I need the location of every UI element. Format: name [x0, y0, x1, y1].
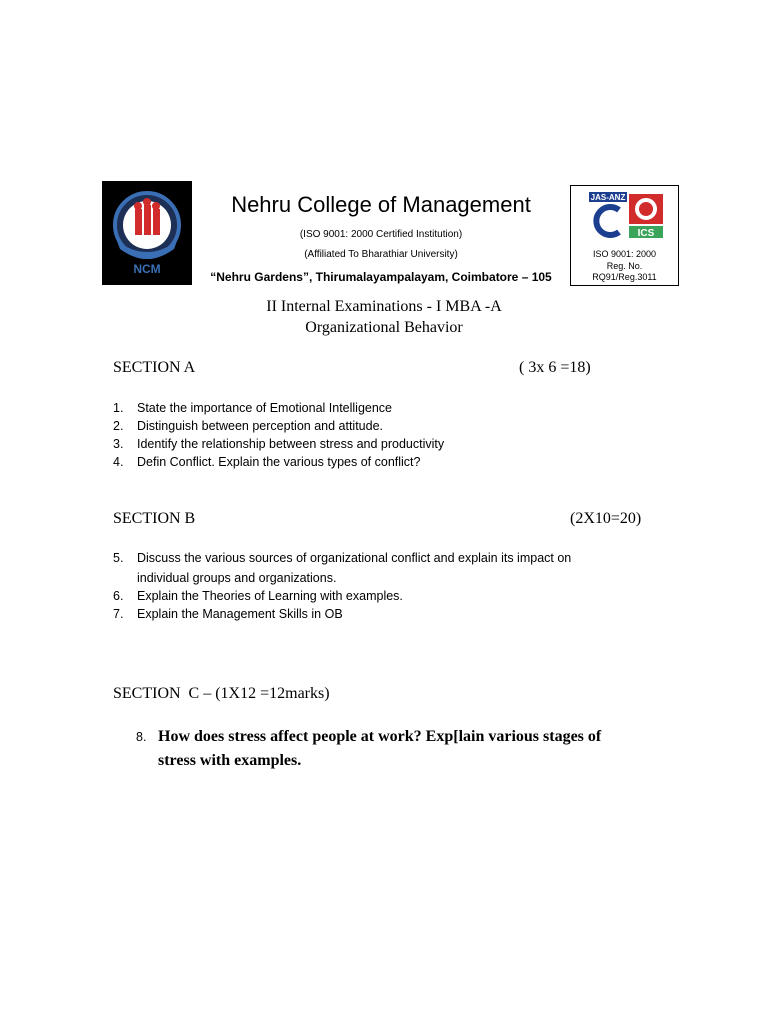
question-text: Explain the Management Skills in OB — [137, 607, 343, 621]
question-number: 6. — [113, 589, 124, 603]
section-b-marks: (2X10=20) — [570, 510, 642, 527]
question-text: State the importance of Emotional Intelligence — [137, 401, 393, 415]
question-8 — [136, 728, 656, 748]
ics-label: ICS — [637, 228, 655, 239]
question-number: 8. — [136, 730, 147, 744]
section-a-heading: SECTION A — [113, 359, 196, 376]
certification-line: (ISO 9001: 2000 Certified Institution) — [299, 229, 463, 240]
college-logo — [102, 181, 192, 285]
certification-emblem — [571, 186, 678, 248]
question-4 — [113, 455, 613, 471]
question-text: Discuss the various sources of organizational conflict and explain its impact on — [137, 551, 572, 565]
question-1 — [113, 401, 613, 417]
section-c-heading: SECTION C – (1X12 =12marks) — [113, 685, 330, 702]
cert-reg-number: RQ91/Reg.3011 — [592, 272, 657, 282]
cert-iso: ISO 9001: 2000 — [592, 249, 657, 259]
section-b-heading: SECTION B — [113, 510, 196, 527]
exam-title: II Internal Examinations - I MBA -A — [266, 298, 502, 315]
logo-text: NCM — [133, 262, 161, 276]
question-8-continued — [158, 752, 658, 772]
question-text: Explain the Theories of Learning with examples. — [137, 589, 403, 603]
college-name: Nehru College of Management — [231, 192, 531, 217]
question-6 — [113, 589, 613, 605]
question-3 — [113, 437, 613, 453]
iso-certification-box — [570, 185, 679, 286]
question-text-continued: stress with examples. — [158, 752, 302, 769]
question-5-continued — [137, 571, 637, 587]
section-a-marks: ( 3x 6 =18) — [519, 359, 591, 376]
college-logo-emblem — [102, 181, 192, 285]
exam-subject: Organizational Behavior — [305, 319, 463, 336]
question-number: 7. — [113, 607, 124, 621]
question-text: How does stress affect people at work? Exp[lain various stages of — [158, 728, 602, 745]
question-2 — [113, 419, 613, 435]
question-number: 5. — [113, 551, 124, 565]
cert-reg-label: Reg. No. — [606, 261, 643, 271]
question-number: 3. — [113, 437, 124, 451]
question-text: Distinguish between perception and attitude. — [137, 419, 383, 433]
college-address: “Nehru Gardens”, Thirumalayampalayam, Coimbatore – 105 — [210, 270, 552, 284]
question-number: 2. — [113, 419, 124, 433]
question-text: Identify the relationship between stress and productivity — [137, 437, 445, 451]
question-number: 4. — [113, 455, 124, 469]
question-text: Defin Conflict. Explain the various types of conflict? — [137, 455, 421, 469]
question-5 — [113, 551, 633, 567]
question-7 — [113, 607, 613, 623]
jas-anz-badge: JAS-ANZ — [590, 193, 626, 202]
affiliation-line: (Affiliated To Bharathiar University) — [304, 249, 458, 260]
question-text-continued: individual groups and organizations. — [137, 571, 337, 585]
question-number: 1. — [113, 401, 124, 415]
